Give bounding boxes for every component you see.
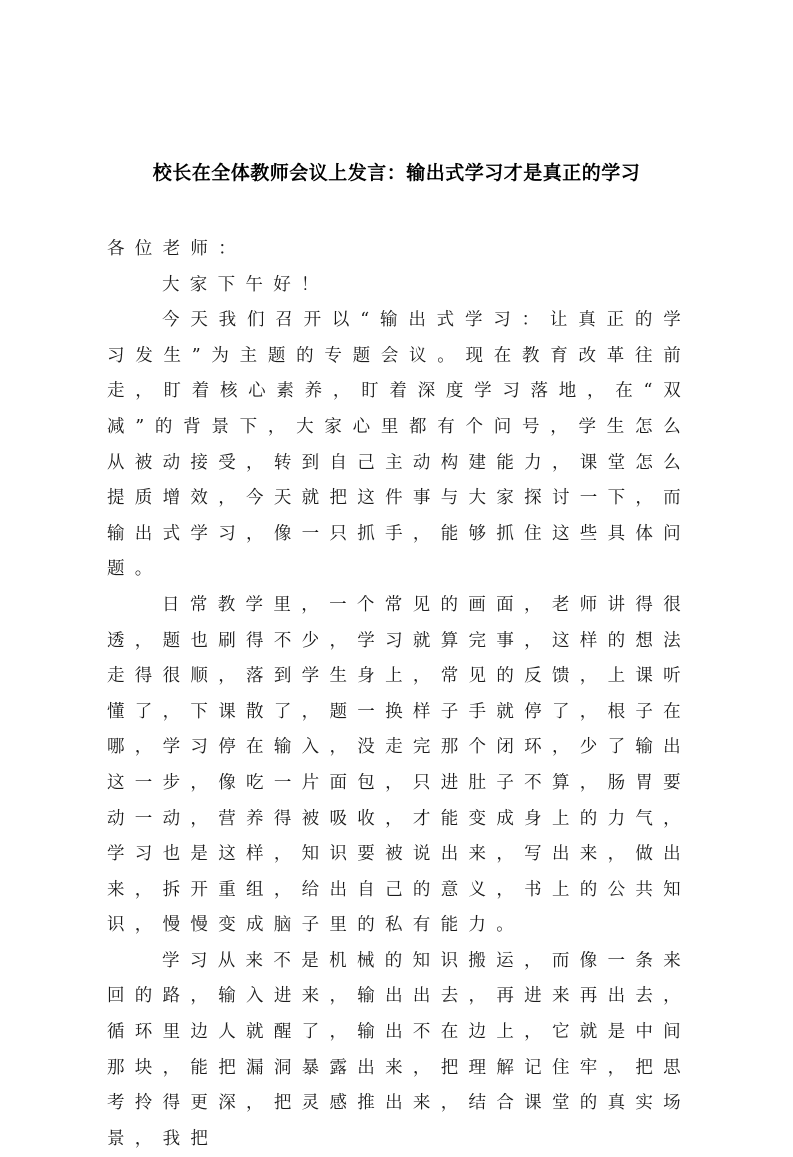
document-body [107, 232, 691, 1157]
paragraph-cycle: 学习从来不是机械的知识搬运，而像一条来回的路，输入进来，输出出去，再进来再出去，循环里边人就醒了，输出不在边上，它就是中间那块，能把漏洞暴露出来，把理解记住牢，把思考拎得更深，把灵感推出来，结合课堂的真实场景，我把 [107, 950, 691, 1149]
paragraph-problem: 日常教学里，一个常见的画面，老师讲得很透，题也刷得不少，学习就算完事，这样的想法走得很顺，落到学生身上，常见的反馈，上课听懂了，下课散了，题一换样子手就停了，根子在哪，学习停在输入，没走完那个闭环，少了输出这一步，像吃一片面包，只进肚子不算，肠胃要动一动，营养得被吸收，才能变成身上的力气，学习也是这样，知识要被说出来，写出来，做出来，拆开重组，给出自己的意义，书上的公共知识，慢慢变成脑子里的私有能力。 [107, 594, 691, 936]
document-title: 校长在全体教师会议上发言：输出式学习才是真正的学习 [152, 162, 641, 184]
paragraph-intro: 今天我们召开以“输出式学习：让真正的学习发生”为主题的专题会议。现在教育改革往前走，盯着核心素养，盯着深度学习落地，在“双减”的背景下，大家心里都有个问号，学生怎么从被动接受，转到自己主动构建能力，课堂怎么提质增效，今天就把这件事与大家探讨一下，而输出式学习，像一只抓手，能够抓住这些具体问题。 [107, 310, 691, 580]
salutation: 各位老师： [107, 239, 246, 259]
paragraph-greeting: 大家下午好！ [162, 274, 329, 295]
